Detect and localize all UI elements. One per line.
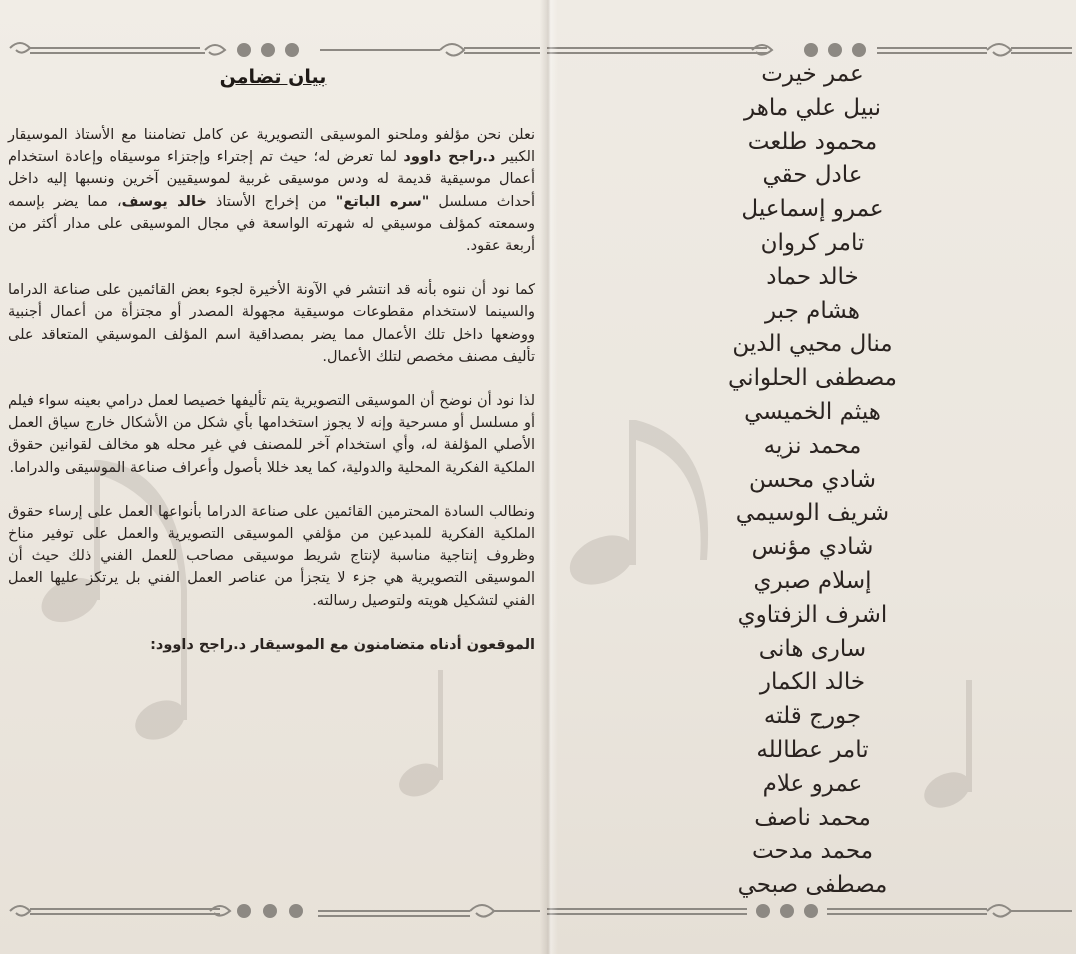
signatory-name: محمد نزيه xyxy=(763,432,862,459)
signatory-name: محمود طلعت xyxy=(747,128,878,155)
statement-text: من إخراج الأستاذ xyxy=(206,193,336,210)
signatory-name: شريف الوسيمي xyxy=(735,500,890,527)
statement-text: كما نود أن ننوه بأنه قد انتشر في الآونة الأخيرة لجوء بعض القائمين على صناعة الدراما والسينما لاستخدام مقطوعات موسيقية مجهولة المصدر أو مجتزأة من أعمال أجنبية ووضعها داخل تلك الأعمال مما يضر بمصداقية اسم المؤلف الموسيقي المتعاقد على تأليف مصنف مخصص لتلك الأعمال. xyxy=(8,282,535,365)
statement-paragraph xyxy=(8,279,535,368)
signatory-name: هشام جبر xyxy=(764,297,861,324)
statement-text: لذا نود أن نوضح أن الموسيقى التصويرية يتم تأليفها خصيصا لعمل درامي بعينه سواء فيلم أو مسلسل أو مسرحية وإنه لا يجوز استخدامها بأي شكل من الأشكال خارج سياق العمل الأصلي المؤلفة له، وأي استخدام آخر للمصنف في غير محله هو مخالف لقوانين حقوق الملكية الفكرية المحلية والدولية، كما يعد خللا بأصول وأعراف صناعة الموسيقى والدراما. xyxy=(8,393,535,476)
statement-paragraph xyxy=(8,124,535,257)
statement-text: ونطالب السادة المحترمين القائمين على صناعة الدراما بأنواعها العمل على إرساء حقوق الملكية الفكرية للمبدعين من مؤلفي الموسيقى التصويرية والعمل على توفير مناخ وظروف إنتاجية مناسبة لإنتاج شريط موسيقى مصاحب للعمل الفني ذلك حيث أن الموسيقى التصويرية هي جزء لا يتجزأ من عناصر العمل الفني بل يرتكز عليها العمل الفني لتشكيل هويته ولتوصيل رسالته. xyxy=(8,503,535,609)
signatory-name: محمد مدحت xyxy=(751,838,874,865)
signatories-list xyxy=(690,58,935,903)
signatory-name: إسلام صبري xyxy=(753,567,872,594)
signatory-name: خالد حماد xyxy=(766,263,859,290)
statement-emphasis: خالد يوسف xyxy=(121,193,207,210)
signatory-name: منال محيي الدين xyxy=(732,331,893,358)
signatory-name: شادي مؤنس xyxy=(751,534,874,561)
statement-emphasis: د.راجح داوود xyxy=(403,149,496,166)
bottom-border-ornament xyxy=(0,893,547,933)
signatory-name: تامر عطالله xyxy=(756,736,869,763)
signatory-name: عمرو إسماعيل xyxy=(741,196,884,223)
signatory-name: مصطفى الحلواني xyxy=(728,365,897,392)
signatory-name: نبيل علي ماهر xyxy=(744,94,881,121)
statement-paragraph xyxy=(8,390,535,479)
signatory-name: عمر خيرت xyxy=(761,61,864,87)
page-fold xyxy=(540,0,558,954)
statement-text: نعلن نحن مؤلفو وملحنو الموسيقى التصويرية عن كامل تضامننا مع الأستاذ الموسيقار الكبير xyxy=(8,127,535,166)
signatory-name: مصطفى صبحي xyxy=(737,872,888,899)
statement-body xyxy=(8,124,535,678)
signatory-name: عمرو علام xyxy=(762,770,863,797)
signatory-name: شادي محسن xyxy=(748,466,877,493)
signatory-name: هيثم الخميسي xyxy=(744,398,881,425)
signatory-name: خالد الكمار xyxy=(759,669,866,696)
statement-closing: الموقعون أدناه متضامنون مع الموسيقار د.راجح داوود: xyxy=(150,636,535,653)
signatory-name: تامر كروان xyxy=(760,229,865,256)
signatory-name: سارى هانى xyxy=(758,635,867,662)
signatory-name: جورج قلته xyxy=(763,703,862,730)
signatory-name: عادل حقي xyxy=(762,162,863,189)
statement-text: لما تعرض له؛ حيث تم إجتراء وإجتزاء موسيقاه وإعادة استخدام أعمال موسيقية قديمة له ودس موسيقى غربية لموسيقيين آخرين ونسبها إليه داخل أحداث مسلسل xyxy=(8,149,536,210)
signatory-name: محمد ناصف xyxy=(754,804,871,831)
signatory-name: اشرف الزفتاوي xyxy=(737,601,888,628)
statement-emphasis: "سره الباتع" xyxy=(335,193,430,210)
statement-title: بيان تضامن xyxy=(219,66,327,88)
statement-text: ، مما يضر بإسمه وسمعته كمؤلف موسيقي له شهرته الواسعة في مجال الموسيقى على مدار أكثر من أربعة عقود. xyxy=(8,193,535,255)
statement-paragraph xyxy=(8,501,535,612)
